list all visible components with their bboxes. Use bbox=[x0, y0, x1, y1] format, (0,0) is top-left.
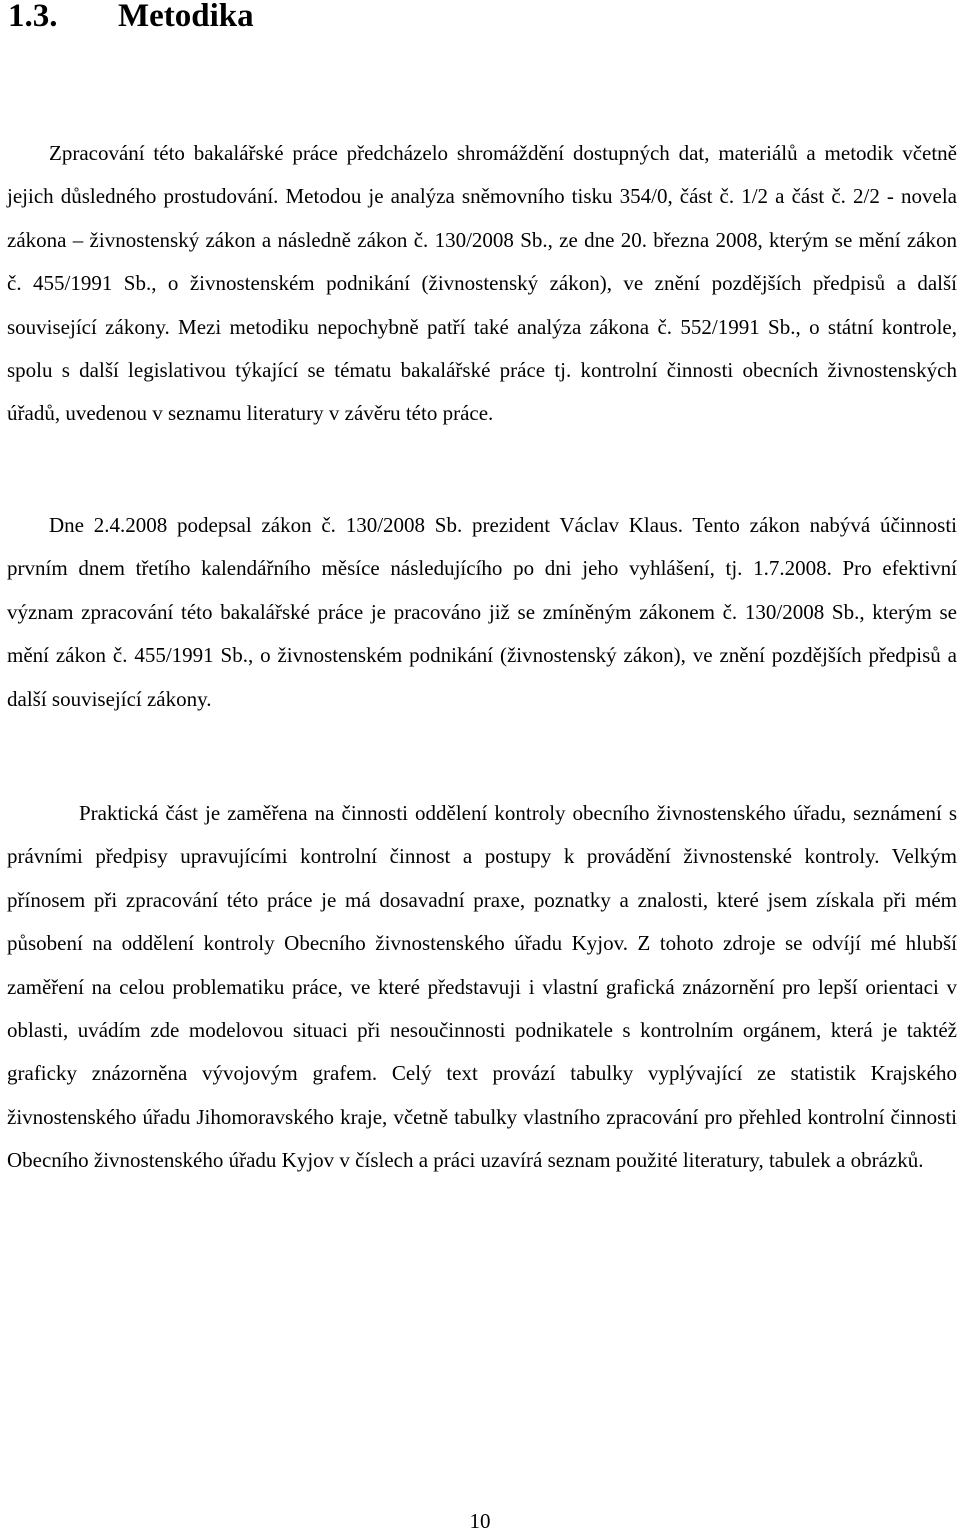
page-number: 10 bbox=[469, 1509, 491, 1533]
paragraph-law-signature: Dne 2.4.2008 podepsal zákon č. 130/2008 Sb. prezident Václav Klaus. Tento zákon nabývá účinnosti prvním dnem třetího kalendářního měsíce následujícího po dni jeho vyhlášení, tj. 1.7.2008. Pro efektivní význam zpracování této bakalářské práce je pracováno již se zmíněným zákonem č. 130/2008 Sb., kterým se mění zákon č. 455/1991 Sb., o živnostenském podnikání (živnostenský zákon), ve znění pozdějších předpisů a další související zákony. bbox=[7, 513, 957, 711]
paragraph-methodology: Zpracování této bakalářské práce předcházelo shromáždění dostupných dat, materiálů a metodik včetně jejich důsledného prostudování. Metodou je analýza sněmovního tisku 354/0, část č. 1/2 a část č. 2/2 - novela zákona – živnostenský zákon a následně zákon č. 130/2008 Sb., ze dne 20. března 2008, kterým se mění zákon č. 455/1991 Sb., o živnostenském podnikání (živnostenský zákon), ve znění pozdějších předpisů a další související zákony. Mezi metodiku nepochybně patří také analýza zákona č. 552/1991 Sb., o státní kontrole, spolu s další legislativou týkající se tématu bakalářské práce tj. kontrolní činnosti obecních živnostenských úřadů, uvedenou v seznamu literatury v závěru této práce. bbox=[7, 141, 957, 426]
section-heading bbox=[8, 0, 254, 38]
section-title: Metodika bbox=[118, 0, 254, 34]
paragraph-practical-part: Praktická část je zaměřena na činnosti oddělení kontroly obecního živnostenského úřadu, seznámení s právními předpisy upravujícími kontrolní činnost a postupy k provádění živnostenské kontroly. Velkým přínosem při zpracování této práce je má dosavadní praxe, poznatky a znalosti, které jsem získala při mém působení na oddělení kontroly Obecního živnostenského úřadu Kyjov. Z tohoto zdroje se odvíjí mé hlubší zaměření na celou problematiku práce, ve které představuji i vlastní grafická znázornění pro lepší orientaci v oblasti, uvádím zde modelovou situaci při nesoučinnosti podnikatele s kontrolním orgánem, která je taktéž graficky znázorněna vývojovým grafem. Celý text provází tabulky vyplývající ze statistik Krajského živnostenského úřadu Jihomoravského kraje, včetně tabulky vlastního zpracování pro přehled kontrolní činnosti Obecního živnostenského úřadu Kyjov v číslech a práci uzavírá seznam použité literatury, tabulek a obrázků. bbox=[7, 801, 957, 1173]
section-number: 1.3. bbox=[8, 0, 58, 34]
